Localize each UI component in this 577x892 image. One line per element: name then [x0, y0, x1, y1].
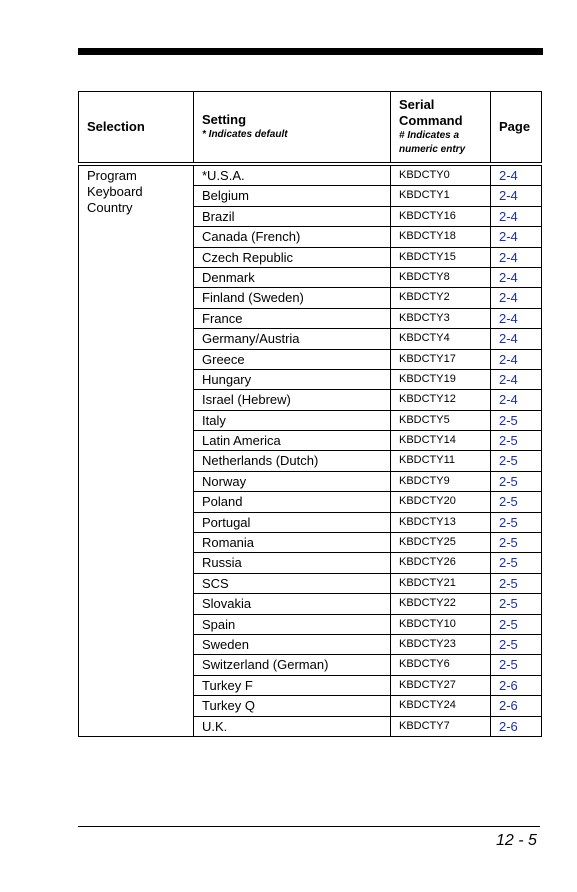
setting-cell: Turkey Q	[194, 696, 391, 716]
top-rule	[78, 48, 543, 55]
page-link[interactable]: 2-5	[491, 512, 542, 532]
setting-cell: Switzerland (German)	[194, 655, 391, 675]
selection-line2: Keyboard	[87, 184, 143, 199]
command-cell: KBDCTY18	[391, 227, 491, 247]
setting-cell: SCS	[194, 573, 391, 593]
page-link[interactable]: 2-4	[491, 247, 542, 267]
page-link[interactable]: 2-5	[491, 431, 542, 451]
header-serial-command	[391, 92, 491, 165]
setting-cell: Slovakia	[194, 594, 391, 614]
page-link[interactable]: 2-5	[491, 533, 542, 553]
command-cell: KBDCTY8	[391, 267, 491, 287]
header-selection	[79, 92, 194, 165]
page-link[interactable]: 2-5	[491, 655, 542, 675]
command-cell: KBDCTY13	[391, 512, 491, 532]
command-cell: KBDCTY23	[391, 634, 491, 654]
setting-cell: Russia	[194, 553, 391, 573]
setting-cell: *U.S.A.	[194, 164, 391, 186]
header-page	[491, 92, 542, 165]
page-link[interactable]: 2-5	[491, 634, 542, 654]
setting-cell: Turkey F	[194, 675, 391, 695]
table-header-row	[79, 92, 542, 165]
page-link[interactable]: 2-4	[491, 308, 542, 328]
header-serial-line1: Serial	[399, 97, 435, 112]
header-serial-note1: # Indicates a	[399, 130, 460, 141]
command-cell: KBDCTY19	[391, 369, 491, 389]
page-link[interactable]: 2-5	[491, 492, 542, 512]
command-cell: KBDCTY14	[391, 431, 491, 451]
setting-cell: Norway	[194, 471, 391, 491]
command-cell: KBDCTY2	[391, 288, 491, 308]
bottom-rule	[78, 826, 540, 827]
page-link[interactable]: 2-4	[491, 267, 542, 287]
setting-cell: Czech Republic	[194, 247, 391, 267]
header-page-label: Page	[499, 119, 531, 134]
header-serial-line2: Command	[399, 113, 463, 128]
keyboard-country-table	[78, 91, 542, 737]
page-link[interactable]: 2-4	[491, 227, 542, 247]
header-selection-label: Selection	[87, 119, 145, 134]
setting-cell: Denmark	[194, 267, 391, 287]
command-cell: KBDCTY26	[391, 553, 491, 573]
selection-line1: Program	[87, 168, 137, 183]
command-cell: KBDCTY9	[391, 471, 491, 491]
setting-cell: Latin America	[194, 431, 391, 451]
setting-cell: Israel (Hebrew)	[194, 390, 391, 410]
page-link[interactable]: 2-5	[491, 594, 542, 614]
page-link[interactable]: 2-4	[491, 390, 542, 410]
command-cell: KBDCTY17	[391, 349, 491, 369]
command-cell: KBDCTY4	[391, 329, 491, 349]
command-cell: KBDCTY10	[391, 614, 491, 634]
page-link[interactable]: 2-4	[491, 186, 542, 206]
command-cell: KBDCTY3	[391, 308, 491, 328]
page-link[interactable]: 2-6	[491, 716, 542, 736]
setting-cell: Germany/Austria	[194, 329, 391, 349]
setting-cell: Portugal	[194, 512, 391, 532]
page-link[interactable]: 2-6	[491, 696, 542, 716]
command-cell: KBDCTY12	[391, 390, 491, 410]
command-cell: KBDCTY7	[391, 716, 491, 736]
page-link[interactable]: 2-4	[491, 369, 542, 389]
setting-cell: Canada (French)	[194, 227, 391, 247]
page-link[interactable]: 2-5	[491, 573, 542, 593]
setting-cell: Finland (Sweden)	[194, 288, 391, 308]
setting-cell: France	[194, 308, 391, 328]
setting-cell: Sweden	[194, 634, 391, 654]
page-link[interactable]: 2-4	[491, 206, 542, 226]
setting-cell: Romania	[194, 533, 391, 553]
page-link[interactable]: 2-5	[491, 451, 542, 471]
page-link[interactable]: 2-4	[491, 329, 542, 349]
page-link[interactable]: 2-4	[491, 164, 542, 186]
command-cell: KBDCTY22	[391, 594, 491, 614]
command-cell: KBDCTY1	[391, 186, 491, 206]
command-cell: KBDCTY25	[391, 533, 491, 553]
setting-cell: Italy	[194, 410, 391, 430]
header-setting	[194, 92, 391, 165]
page-link[interactable]: 2-5	[491, 553, 542, 573]
header-setting-label: Setting	[202, 112, 247, 127]
header-setting-note: * Indicates default	[202, 129, 288, 140]
setting-cell: U.K.	[194, 716, 391, 736]
command-cell: KBDCTY20	[391, 492, 491, 512]
header-serial-note2: numeric entry	[399, 144, 466, 155]
command-cell: KBDCTY15	[391, 247, 491, 267]
setting-cell: Hungary	[194, 369, 391, 389]
command-cell: KBDCTY16	[391, 206, 491, 226]
setting-cell: Belgium	[194, 186, 391, 206]
setting-cell: Poland	[194, 492, 391, 512]
setting-cell: Brazil	[194, 206, 391, 226]
page-link[interactable]: 2-5	[491, 410, 542, 430]
setting-cell: Greece	[194, 349, 391, 369]
page-link[interactable]: 2-6	[491, 675, 542, 695]
page-link[interactable]: 2-5	[491, 471, 542, 491]
command-cell: KBDCTY24	[391, 696, 491, 716]
command-cell: KBDCTY0	[391, 164, 491, 186]
command-cell: KBDCTY5	[391, 410, 491, 430]
table-row	[79, 164, 542, 186]
page-link[interactable]: 2-4	[491, 288, 542, 308]
page-link[interactable]: 2-5	[491, 614, 542, 634]
setting-cell: Spain	[194, 614, 391, 634]
command-cell: KBDCTY11	[391, 451, 491, 471]
setting-cell: Netherlands (Dutch)	[194, 451, 391, 471]
command-cell: KBDCTY6	[391, 655, 491, 675]
command-cell: KBDCTY27	[391, 675, 491, 695]
page-number: 12 - 5	[496, 832, 537, 849]
selection-cell	[79, 164, 194, 736]
selection-line3: Country	[87, 200, 133, 215]
page-link[interactable]: 2-4	[491, 349, 542, 369]
command-cell: KBDCTY21	[391, 573, 491, 593]
